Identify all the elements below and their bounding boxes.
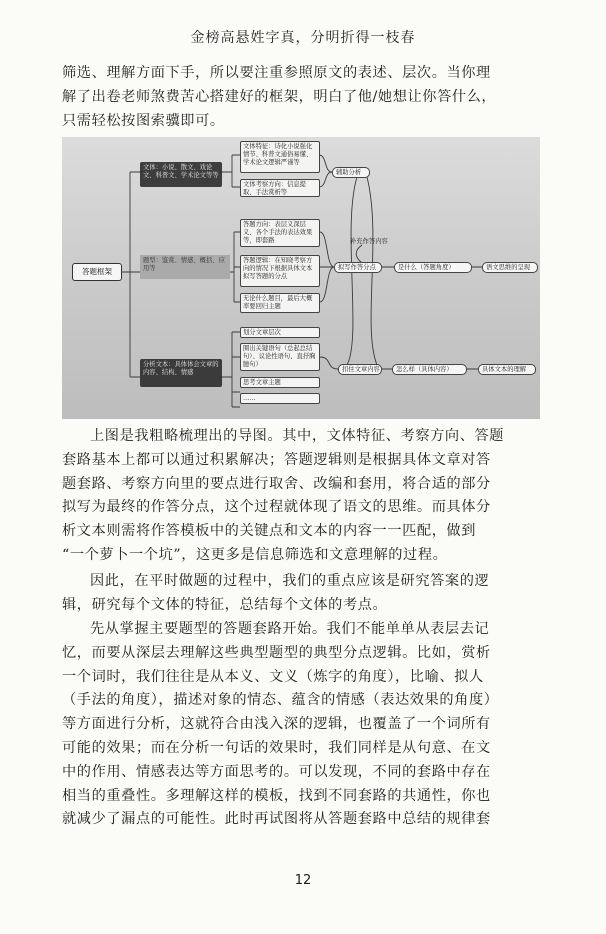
node-what-angle: 是什么（答题角度） (394, 262, 472, 273)
node-grasp-content: 扣住文章内容 (338, 364, 382, 375)
page-number: 12 (294, 873, 312, 888)
text-line: 先从掌握主要题型的答题套路开始。我们不能单单从表层去记 (90, 621, 490, 637)
label-supplement: 补充作答内容 (350, 238, 388, 245)
branch-question-type: 题型：鉴赏、情感、概括、应用等 (140, 255, 230, 279)
node-paragraph-layers: 划分文章层次 (240, 327, 320, 338)
text-line: 就减少了漏点的可能性。此时再试图将从答题套路中总结的规律套 (62, 811, 491, 828)
text-line: 上图是我粗略梳理出的导图。其中，文体特征、考察方向、答题 (90, 428, 505, 444)
mindmap-figure (62, 137, 540, 419)
node-genre-direction: 文体考察方向：信息提取、手法赏析等 (240, 179, 320, 197)
node-chinese-thinking: 语文思维的呈现 (482, 262, 538, 273)
node-ellipsis: …… (240, 393, 320, 404)
paragraph-focus (62, 570, 524, 618)
text-line: 析文本则需将作答模板中的关键点和文本的内容一一匹配，做到 (62, 523, 477, 540)
text-line: 可能的效果；而在分析一句话的效果时，我们同样是从句意、在文 (62, 739, 491, 756)
text-line: 忆，而要从深层去理解这些典型题型的典型分点逻辑。比如，赏析 (62, 644, 491, 661)
node-genre-features: 文体特征：诗化小说强化情节、科普文通俗易懂、学术论文逻辑严谨等 (240, 141, 320, 173)
text-line: 因此，在平时做题的过程中，我们的重点应该是研究答案的逻 (90, 573, 490, 589)
text-line: 相当的重叠性。多理解这样的模板，找到不同套路的共通性，你也 (62, 787, 491, 804)
text-line: 中的作用、情感表达等方面思考的。可以发现，不同的套路中存在 (62, 763, 491, 780)
node-draft-points: 拟写作答分点 (334, 262, 382, 273)
running-header: 金榜高悬姓字真，分明折得一枝春 (190, 30, 416, 46)
node-answer-logic: 答题逻辑：在知晓考察方向的情况下根据具体文本拟写答题的分点 (240, 255, 320, 287)
text-line: 拟写为最终的作答分点，这个过程就体现了语文的思维。而具体分 (62, 499, 491, 516)
branch-genre: 文体：小说、散文、戏论文、科普文、学术论文等等 (140, 162, 222, 187)
node-return-theme: 无论什么题目，最后大概率要回归主题 (240, 293, 320, 313)
mindmap-root: 答题框架 (72, 263, 122, 281)
text-line: （手法的角度），描述对象的情态、蕴含的情感（表达效果的角度） (62, 692, 499, 709)
text-line: 辑，研究每个文体的特征，总结每个文体的考点。 (62, 596, 388, 613)
paragraph-intro (62, 62, 524, 133)
text-line: 题套路、考察方向里的要点进行取舍、改编和套用，将合适的部分 (62, 475, 491, 492)
node-key-sentences: 圈出关键语句（总起总结句）、议论性语句、直抒胸臆句） (240, 343, 320, 371)
paragraph-explanation (62, 425, 524, 568)
node-assist-analysis: 辅助分析 (332, 167, 370, 178)
node-article-theme: 思考文章主题 (240, 377, 320, 388)
branch-text-analysis: 分析文本：具体体会文章的内容、结构、情感 (140, 359, 222, 387)
text-line: 一个词时，我们往往是从本义、文义（炼字的角度），比喻、拟人 (62, 668, 484, 685)
node-how-content: 怎么样（具体内容） (392, 364, 467, 375)
text-line: 套路基本上都可以通过积累解决；答题逻辑则是根据具体文章对答 (62, 451, 491, 468)
paragraph-method (62, 618, 524, 832)
node-answer-direction: 答题方向：表层义深层义、各个手法的表达效果等，即套路 (240, 219, 320, 247)
node-text-understanding: 具体文本的理解 (478, 364, 536, 375)
text-line: 只需轻松按图索骥即可。 (62, 112, 225, 129)
text-line: 等方面进行分析，这就符合由浅入深的逻辑，也覆盖了一个词所有 (62, 716, 491, 733)
text-line: 解了出卷老师煞费苦心搭建好的框架，明白了他/她想让你答什么， (62, 88, 497, 105)
text-line: 筛选、理解方面下手，所以要注重参照原文的表述、层次。当你理 (62, 65, 491, 81)
text-line: “一个萝卜一个坑”，这更多是信息筛选和文意理解的过程。 (62, 546, 448, 563)
